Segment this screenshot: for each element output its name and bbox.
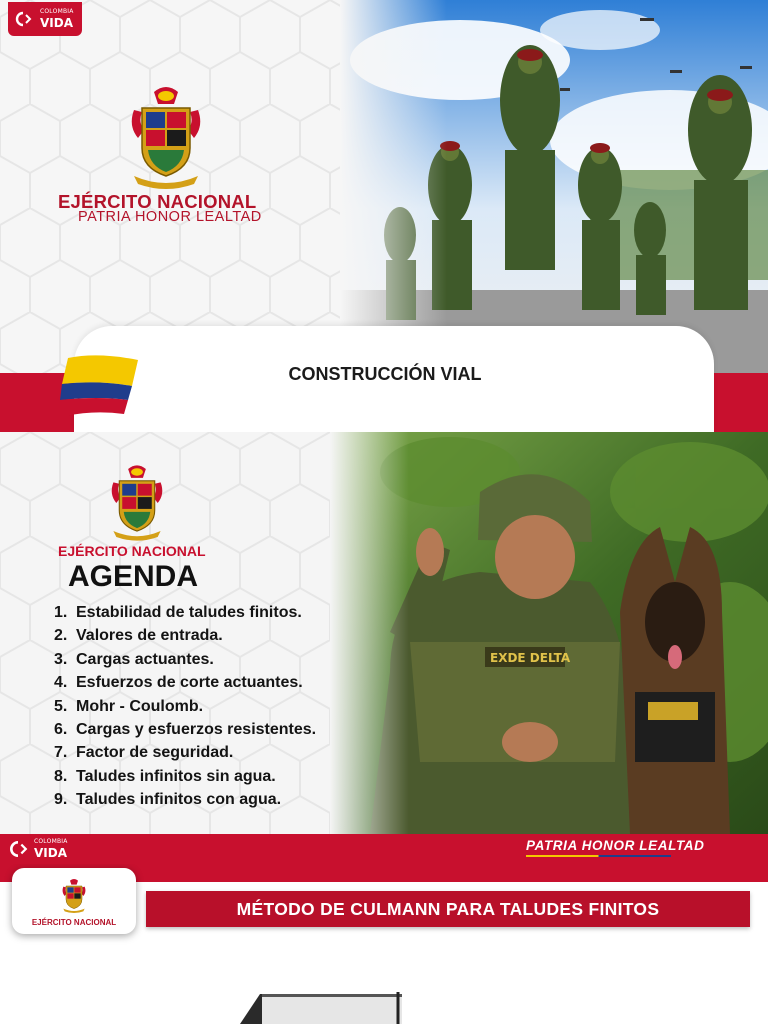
agenda-item-number: 1. <box>54 604 68 621</box>
army-crest-icon <box>124 86 208 190</box>
agenda-item <box>54 698 316 721</box>
title-bar <box>146 891 750 927</box>
agenda-item-text: Taludes infinitos sin agua. <box>76 767 276 785</box>
agenda-item <box>54 627 316 650</box>
slide-title: MÉTODO DE CULMANN PARA TALUDES FINITOS <box>236 899 660 919</box>
agenda-item <box>54 768 316 791</box>
agenda-item-number: 4. <box>54 674 68 692</box>
colombia-vida-mark-icon <box>8 840 28 858</box>
slope-diagram-partial <box>240 984 410 1024</box>
agenda-item-number: 3. <box>54 650 68 668</box>
agenda-item-number: 9. <box>54 791 68 809</box>
org-name: EJÉRCITO NACIONAL <box>58 543 206 559</box>
motto-text: PATRIA HONOR LEALTAD <box>78 209 262 225</box>
org-name: EJÉRCITO NACIONAL <box>58 191 257 212</box>
colombia-vida-logo <box>8 2 82 36</box>
agenda-item-text: Cargas actuantes. <box>76 650 214 668</box>
agenda-item-text: Esfuerzos de corte actuantes. <box>76 674 303 692</box>
agenda-item <box>54 674 316 697</box>
agenda-list <box>54 604 316 815</box>
agenda-item-text: Valores de entrada. <box>76 627 223 645</box>
logo-card <box>12 868 136 934</box>
agenda-item-number: 7. <box>54 744 68 762</box>
agenda-item-text: Estabilidad de taludes finitos. <box>76 604 302 621</box>
motto-banner: PATRIA HONOR LEALTAD <box>526 838 705 853</box>
agenda-item <box>54 791 316 814</box>
brand-name-text: VIDA <box>40 16 73 30</box>
slide-3 <box>0 864 768 1024</box>
agenda-item-number: 6. <box>54 720 68 738</box>
agenda-item-number: 8. <box>54 767 68 785</box>
agenda-item-number: 5. <box>54 697 68 715</box>
agenda-title: AGENDA <box>68 560 199 593</box>
brand-country-text: COLOMBIA <box>34 838 68 845</box>
brand-name-text: VIDA <box>34 846 67 860</box>
soldier-with-dog-photo <box>330 432 768 834</box>
agenda-item <box>54 721 316 744</box>
brand-country-text: COLOMBIA <box>40 8 74 15</box>
slide-2 <box>0 432 768 864</box>
army-crest-icon <box>106 464 168 542</box>
colombia-vida-mark-icon <box>14 11 32 27</box>
agenda-item-text: Taludes infinitos con agua. <box>76 791 282 809</box>
agenda-item <box>54 651 316 674</box>
agenda-item-text: Cargas y esfuerzos resistentes. <box>76 720 317 738</box>
agenda-item-number: 2. <box>54 627 68 645</box>
agenda-item-text: Factor de seguridad. <box>76 744 234 762</box>
agenda-item <box>54 744 316 767</box>
tricolor-underline <box>526 855 746 857</box>
colombia-flag-icon <box>58 352 140 418</box>
org-name: EJÉRCITO NACIONAL <box>31 918 117 927</box>
marching-soldiers-photo <box>340 0 768 380</box>
army-crest-icon <box>60 876 88 916</box>
slide-title: CONSTRUCCIÓN VIAL <box>288 364 482 384</box>
agenda-item <box>54 604 316 627</box>
slide-1 <box>0 0 768 432</box>
agenda-item-text: Mohr - Coulomb. <box>76 697 204 715</box>
